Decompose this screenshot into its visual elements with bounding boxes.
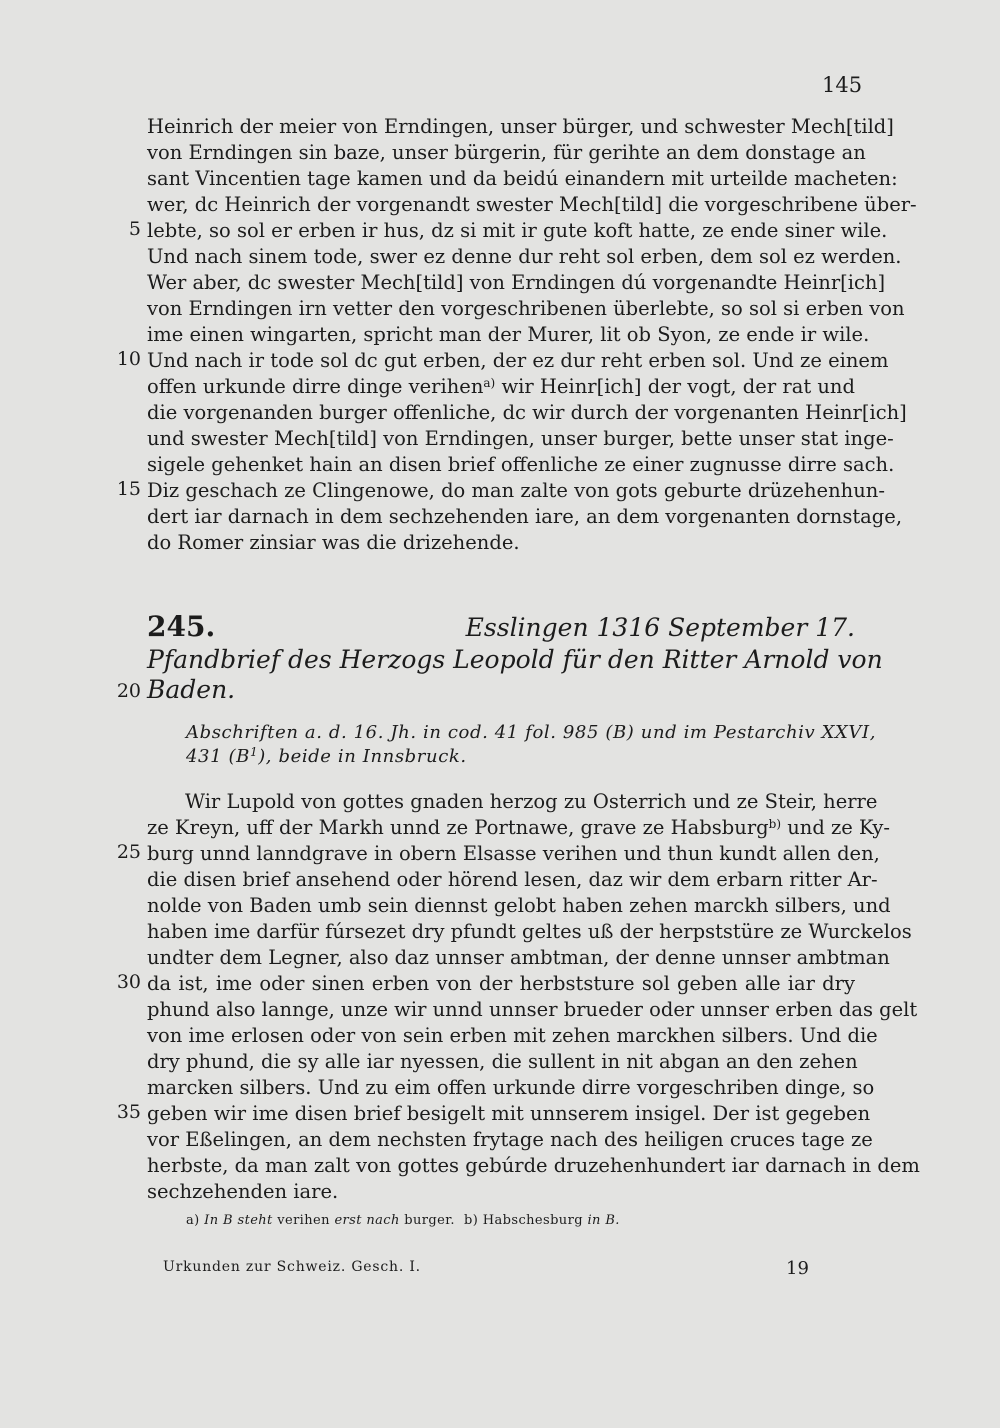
text-line: wer, dc Heinrich der vorgenandt swester Mech[tild] die vorgeschribene über- (147, 193, 917, 216)
text-line: herbste, da man zalt von gottes gebúrde druzehenhundert iar darnach in dem (147, 1154, 920, 1177)
footnotes: a) In B steht verihen erst nach burger. b) Habschesburg in B. (186, 1213, 620, 1228)
text-line: Und nach ir tode sol dc gut erben, der ez dur reht erben sol. Und ze einem (147, 349, 889, 372)
text-line: undter dem Legner, also daz unnser ambtman, der denne unnser ambtman (147, 946, 890, 969)
text-line: sechzehenden iare. (147, 1180, 339, 1203)
text-line: ze Kreyn, uff der Markh unnd ze Portnawe, grave ze Habsburg$^{b)}$ und ze Ky- (147, 816, 890, 839)
text-line: von Erndingen sin baze, unser bürgerin, für gerihte an dem donstage an (147, 141, 866, 164)
text-line: die vorgenanden burger offenliche, dc wir durch der vorgenanten Heinr[ich] (147, 401, 907, 424)
document-title: Baden. (147, 675, 236, 704)
source-note: Abschriften a. d. 16. Jh. in cod. 41 fol. 985 (B) und im Pestarchiv XXVI, (186, 722, 877, 743)
source-note: 431 $(B^1)$, beide in Innsbruck. (186, 745, 467, 767)
text-line: dert iar darnach in dem sechzehenden iare, an dem vorgenanten dornstage, (147, 505, 903, 528)
text-line: ime einen wingarten, spricht man der Murer, lit ob Syon, ze ende ir wile. (147, 323, 870, 346)
line-number: 30 (116, 971, 141, 993)
text-line: nolde von Baden umb sein diennst gelobt haben zehen marckh silbers, und (147, 894, 891, 917)
text-line: und swester Mech[tild] von Erndingen, unser burger, bette unser stat inge- (147, 427, 894, 450)
text-line: haben ime darfür fúrsezet dry pfundt geltes uß der herpststüre ze Wurckelos (147, 920, 912, 943)
text-line: offen urkunde dirre dinge verihen$^{a)}$ wir Heinr[ich] der vogt, der rat und (147, 375, 855, 398)
text-line: Heinrich der meier von Erndingen, unser bürger, und schwester Mech[tild] (147, 115, 894, 138)
line-number: 20 (116, 680, 141, 702)
line-number: 15 (116, 478, 141, 500)
text-line: burg unnd lanndgrave in obern Elsasse verihen und thun kundt allen den, (147, 842, 880, 865)
document-date: Esslingen 1316 September 17. (465, 613, 855, 642)
text-line: phund also lannge, unze wir unnd unnser brueder oder unnser erben das gelt (147, 998, 918, 1021)
document-number: 245. (147, 610, 216, 643)
line-number: 10 (116, 348, 141, 370)
text-line: Wer aber, dc swester Mech[tild] von Erndingen dú vorgenandte Heinr[ich] (147, 271, 886, 294)
footer-series-title: Urkunden zur Schweiz. Gesch. I. (163, 1259, 421, 1275)
text-line: do Romer zinsiar was die drizehende. (147, 531, 520, 554)
text-line: sigele gehenket hain an disen brief offenliche ze einer zugnusse dirre sach. (147, 453, 895, 476)
line-number: 5 (128, 218, 141, 240)
text-line: da ist, ime oder sinen erben von der herbststure sol geben alle iar dry (147, 972, 855, 995)
line-number: 25 (116, 841, 141, 863)
text-line: dry phund, die sy alle iar nyessen, die sullent in nit abgan an den zehen (147, 1050, 858, 1073)
text-line: Wir Lupold von gottes gnaden herzog zu Osterrich und ze Steir, herre (185, 790, 878, 813)
text-line: die disen brief ansehend oder hörend lesen, daz wir dem erbarn ritter Ar- (147, 868, 878, 891)
text-line: lebte, so sol er erben ir hus, dz si mit ir gute koft hatte, ze ende siner wile. (147, 219, 888, 242)
document-title: Pfandbrief des Herzogs Leopold für den Ritter Arnold von (147, 645, 883, 674)
footer-signature: 19 (786, 1258, 809, 1279)
text-line: Und nach sinem tode, swer ez denne dur reht sol erben, dem sol ez werden. (147, 245, 902, 268)
page-number: 145 (822, 73, 863, 97)
text-line: sant Vincentien tage kamen und da beidú einandern mit urteilde macheten: (147, 167, 898, 190)
footnote-ref-a: a) (483, 376, 496, 390)
text-line: marcken silbers. Und zu eim offen urkunde dirre vorgeschriben dinge, so (147, 1076, 875, 1099)
text-line: Diz geschach ze Clingenowe, do man zalte von gots geburte drüzehenhun- (147, 479, 885, 502)
text-line: geben wir ime disen brief besigelt mit unnserem insigel. Der ist gegeben (147, 1102, 871, 1125)
footnote-ref-b: b) (768, 817, 782, 831)
text-line: von ime erlosen oder von sein erben mit zehen marckhen silbers. Und die (147, 1024, 878, 1047)
text-line: vor Eßelingen, an dem nechsten frytage nach des heiligen cruces tage ze (147, 1128, 873, 1151)
text-line: von Erndingen irn vetter den vorgeschribenen überlebte, so sol si erben von (147, 297, 905, 320)
line-number: 35 (116, 1101, 141, 1123)
